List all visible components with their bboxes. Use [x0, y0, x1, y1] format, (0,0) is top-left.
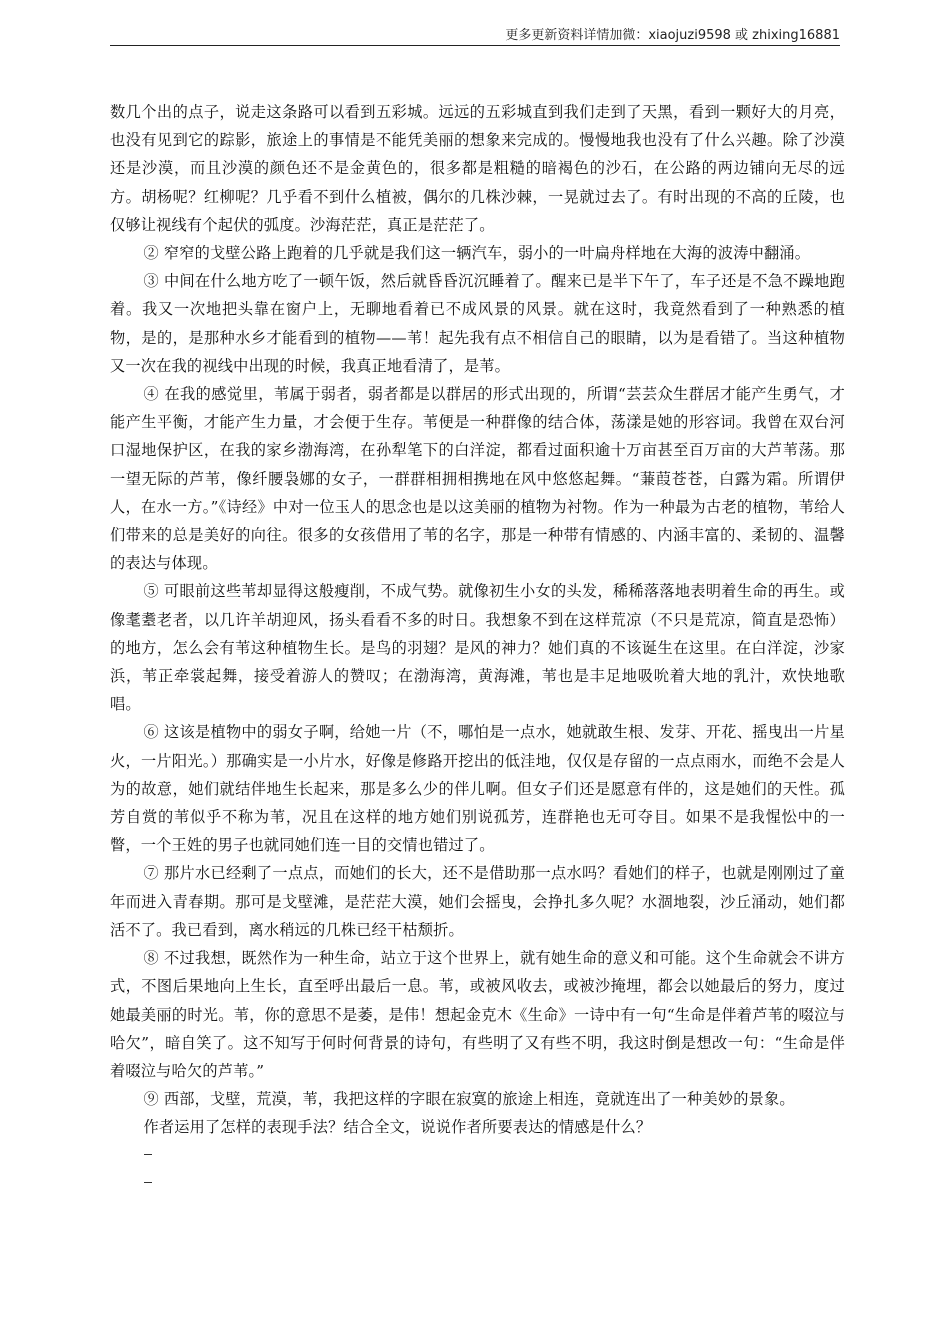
article-body — [110, 98, 845, 1198]
paragraph-9: ⑨ 西部，戈壁，荒漠，苇，我把这样的字眼在寂寞的旅途上相连，竟就连出了一种美妙的景象。 — [143, 1090, 795, 1109]
paragraph-4: ④ 在我的感觉里，苇属于弱者，弱者都是以群居的形式出现的，所谓“芸芸众生群居才能产生勇气，才能产生平衡，才能产生力量，才会便于生存。苇便是一种群像的结合体，荡漾是她的形容词。我曾在双台河口湿地保护区，在我的家乡渤海湾，在孙犁笔下的白洋淀，都看过面积逾十万亩甚至百万亩的大芦苇荡。那一望无际的芦苇，像纤腰袅娜的女子，一群群相拥相携地在风中悠悠起舞。“蒹葭苍苍，白露为霜。所谓伊人，在水一方。”《诗经》中对一位玉人的思念也是以这美丽的植物为衬物。作为一种最为古老的植物，苇给人们带来的总是美好的向往。很多的女孩借用了苇的名字，那是一种带有情感的、内涵丰富的、柔韧的、温馨的表达与体现。 — [110, 385, 845, 573]
answer-blank-mark — [144, 1154, 152, 1155]
paragraph-2: ② 窄窄的戈壁公路上跑着的几乎就是我们这一辆汽车，弱小的一叶扁舟样地在大海的波涛中翻涌。 — [143, 244, 811, 263]
paragraph-3: ③ 中间在什么地方吃了一顿午饭，然后就昏昏沉沉睡着了。醒来已是半下午了，车子还是不急不躁地跑着。我又一次地把头靠在窗户上，无聊地看着已不成风景的风景。就在这时，我竟然看到了一种熟悉的植物，是的，是那种水乡才能看到的植物——苇！起先我有点不相信自己的眼睛，以为是看错了。当这种植物又一次在我的视线中出现的时候，我真正地看清了，是苇。 — [110, 272, 845, 375]
question-prompt: 作者运用了怎样的表现手法？结合全文，说说作者所要表达的情感是什么？ — [143, 1118, 652, 1137]
answer-blank-mark — [144, 1182, 152, 1183]
answer-line-2[interactable] — [110, 1170, 845, 1198]
paragraph-5: ⑤ 可眼前这些苇却显得这般瘦削，不成气势。就像初生小女的头发，稀稀落落地表明着生命的再生。或像耄耋老者，以几许羊胡迎风，扬头看看不多的时日。我想象不到在这样荒凉（不只是荒凉，简直是恐怖）的地方，怎么会有苇这种植物生长。是鸟的羽翅？是风的神力？她们真的不该诞生在这里。在白洋淀，沙家浜，苇正牵裳起舞，接受着游人的赞叹；在渤海湾，黄海滩，苇也是丰足地吸吮着大地的乳汁，欢快地歌唱。 — [110, 582, 845, 714]
paragraph-continued: 数几个出的点子，说走这条路可以看到五彩城。远远的五彩城直到我们走到了天黑，看到一颗好大的月亮，也没有见到它的踪影，旅途上的事情是不能凭美丽的想象来完成的。慢慢地我也没有了什么兴趣。除了沙漠还是沙漠，而且沙漠的颜色还不是金黄色的，很多都是粗糙的暗褐色的沙石，在公路的两边铺向无尽的远方。胡杨呢？红柳呢？几乎看不到什么植被，偶尔的几株沙棘，一晃就过去了。有时出现的不高的丘陵，也仅够让视线有个起伏的弧度。沙海茫茫，真正是茫茫了。 — [110, 103, 845, 234]
answer-line-1[interactable] — [110, 1142, 845, 1170]
paragraph-8: ⑧ 不过我想，既然作为一种生命，站立于这个世界上，就有她生命的意义和可能。这个生命就会不讲方式，不图后果地向上生长，直至呼出最后一息。苇，或被风收去，或被沙掩埋，都会以她最后的努力，度过她最美丽的时光。苇，你的意思不是萎，是伟！想起金克木《生命》一诗中有一句“生命是伴着芦苇的啜泣与哈欠”，暗自笑了。这不知写于何时何背景的诗句，有些明了又有些不明，我这时倒是想改一句：“生命是伴着啜泣与哈欠的芦苇。” — [110, 949, 845, 1080]
header-contact-text: 更多更新资料详情加微：xiaojuzi9598 或 zhixing16881 — [505, 28, 840, 43]
paragraph-6: ⑥ 这该是植物中的弱女子啊，给她一片（不，哪怕是一点水，她就敢生根、发芽、开花、摇曳出一片星火，一片阳光。）那确实是一小片水，好像是修路开挖出的低洼地，仅仅是存留的一点点雨水，而绝不会是人为的故意，她们就结伴地生长起来，那是多么少的伴儿啊。但女子们还是愿意有伴的，这是她们的天性。孤芳自赏的苇似乎不称为苇，况且在这样的地方她们别说孤芳，连群艳也无可夺目。如果不是我惺忪中的一瞥，一个王姓的男子也就同她们连一目的交情也错过了。 — [110, 723, 845, 855]
page-header — [110, 22, 840, 46]
paragraph-7: ⑦ 那片水已经剩了一点点，而她们的长大，还不是借助那一点水吗？看她们的样子，也就是刚刚过了童年而进入青春期。那可是戈壁滩，是茫茫大漠，她们会摇曳，会挣扎多久呢？水涸地裂，沙丘涌动，她们都活不了。我已看到，离水稍远的几株已经干枯颓折。 — [110, 864, 845, 939]
